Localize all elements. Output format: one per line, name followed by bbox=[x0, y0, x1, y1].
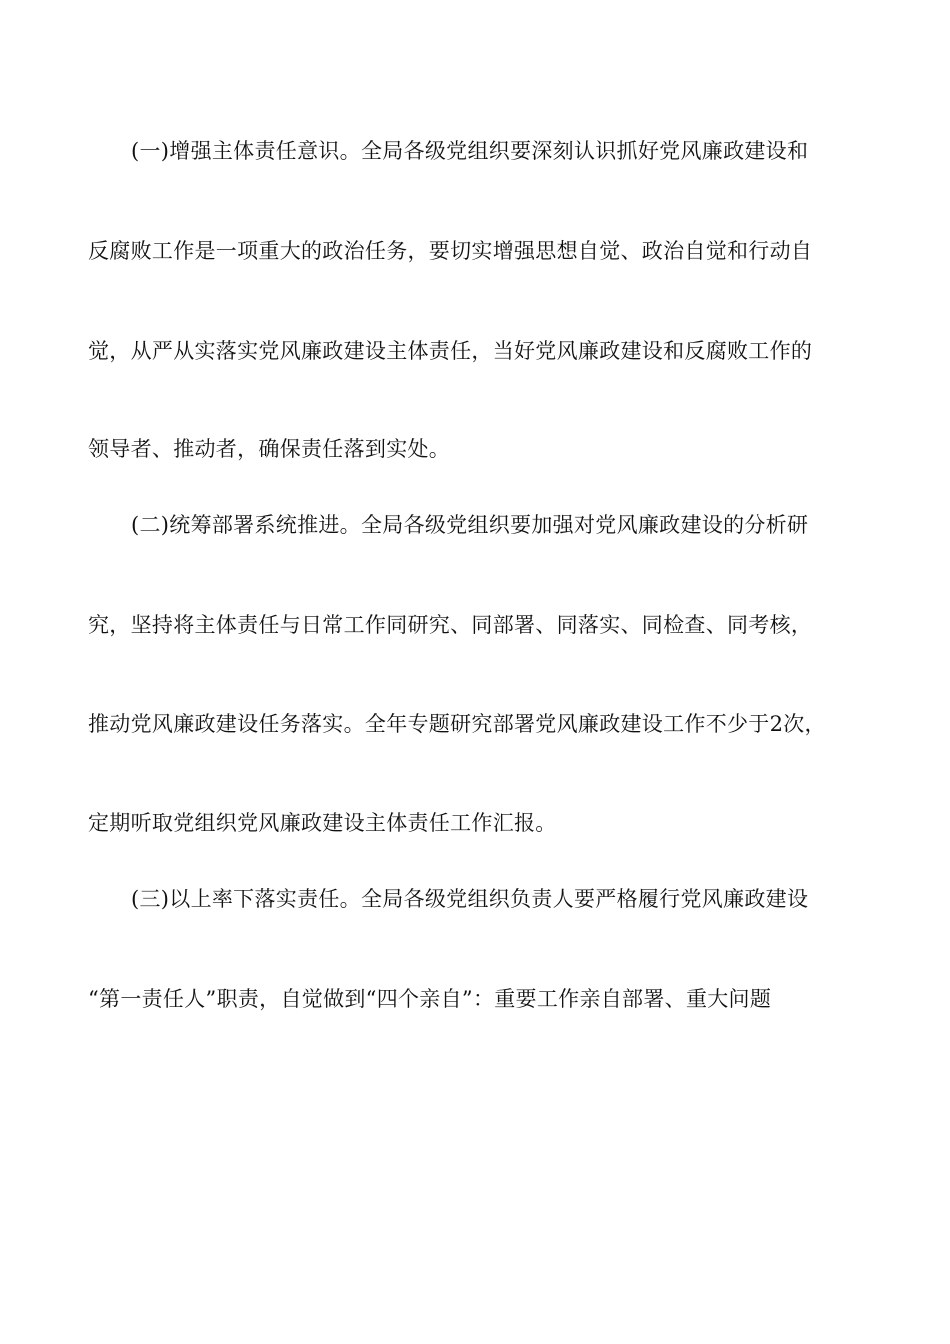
paragraph-3-line-1: (三)以上率下落实责任。全局各级党组织负责人要严格履行党风廉政建设 bbox=[131, 887, 809, 911]
paragraph-1-line-2: 反腐败工作是一项重大的政治任务，要切实增强思想自觉、政治自觉和行动自 bbox=[88, 239, 813, 263]
paragraph-1-line-1: (一)增强主体责任意识。全局各级党组织要深刻认识抓好党风廉政建设和 bbox=[131, 139, 809, 163]
paragraph-1-line-4: 领导者、推动者，确保责任落到实处。 bbox=[88, 437, 451, 461]
paragraph-2-line-4: 定期听取党组织党风廉政建设主体责任工作汇报。 bbox=[88, 811, 557, 835]
paragraph-3-line-2: “第一责任人”职责，自觉做到“四个亲自”：重要工作亲自部署、重大问题 bbox=[88, 987, 772, 1011]
paragraph-2-line-1: (二)统筹部署系统推进。全局各级党组织要加强对党风廉政建设的分析研 bbox=[131, 513, 809, 537]
paragraph-1-line-3: 觉，从严从实落实党风廉政建设主体责任，当好党风廉政建设和反腐败工作的 bbox=[88, 339, 813, 363]
paragraph-2-line-3: 推动党风廉政建设任务落实。全年专题研究部署党风廉政建设工作不少于2次， bbox=[88, 712, 826, 736]
paragraph-2-line-2: 究，坚持将主体责任与日常工作同研究、同部署、同落实、同检查、同考核， bbox=[88, 613, 813, 637]
